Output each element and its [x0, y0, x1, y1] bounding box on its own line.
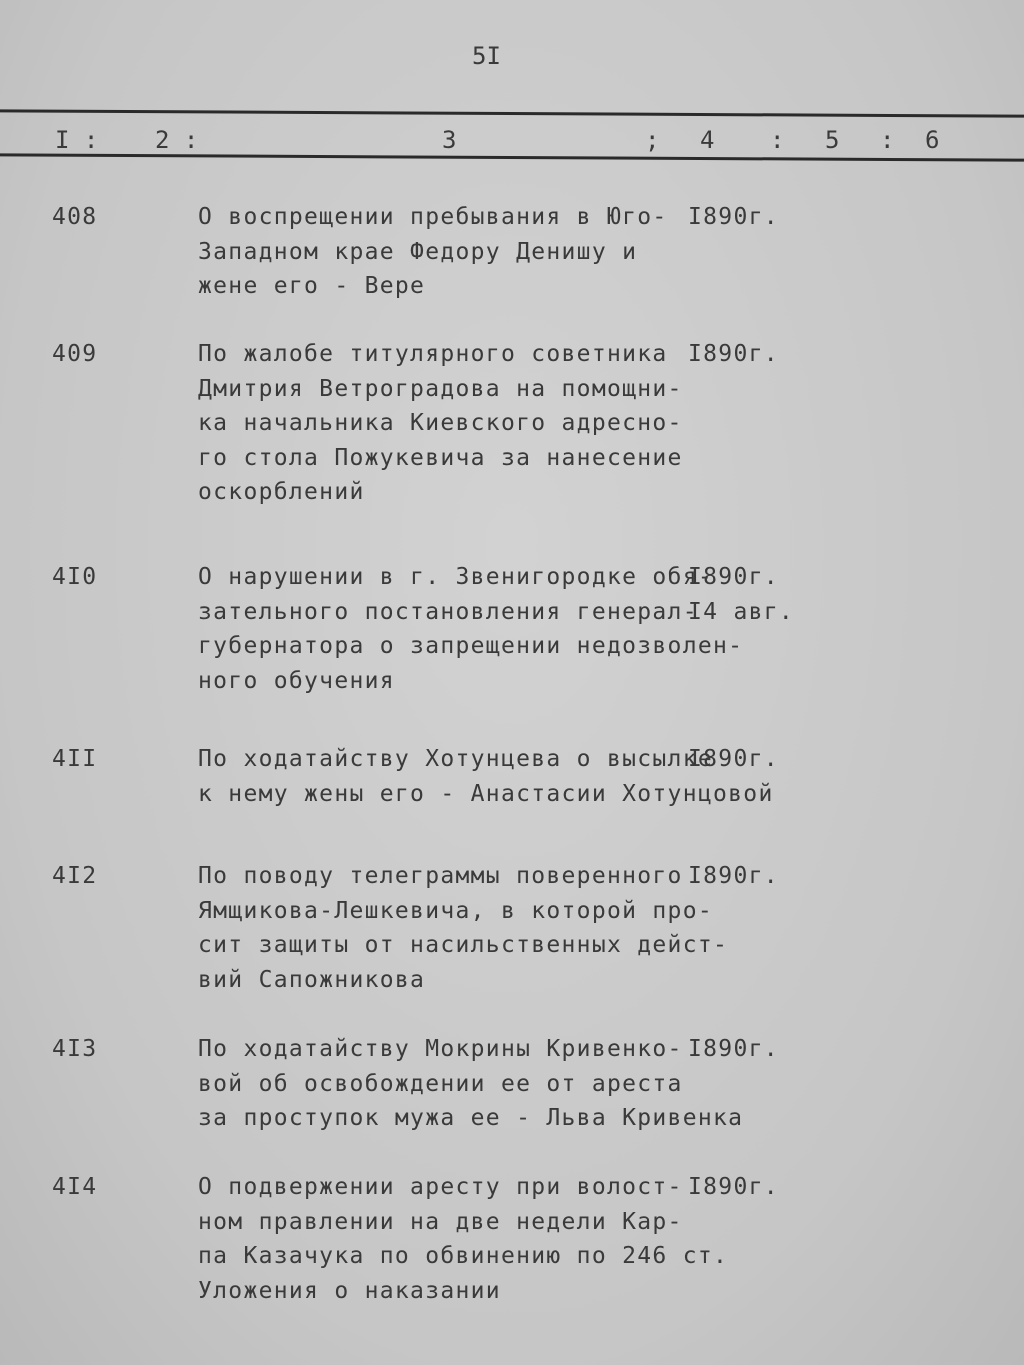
record-title-line: за проступок мужа ее - Льва Кривенка [198, 1105, 744, 1131]
record-title-line: зательного постановления генерал- [198, 598, 698, 625]
record-date-line: I890г. [688, 863, 779, 889]
record-title-line: вий Сапожникова [198, 966, 426, 993]
record-title-line: ного обучения [198, 667, 395, 694]
record-number: 4I4 [52, 1174, 98, 1200]
record-number: 4I3 [52, 1036, 98, 1062]
column-separator: ; [645, 126, 660, 154]
record-date [688, 337, 779, 372]
record-title [198, 560, 743, 698]
record-title [198, 1032, 743, 1136]
record-number: 409 [52, 341, 98, 367]
record-date [688, 560, 794, 629]
column-separator: : [880, 126, 895, 154]
record-date [688, 1032, 779, 1067]
record-title-line: ка начальника Киевского адресно- [198, 410, 683, 436]
column-header-4: 4 [700, 126, 715, 154]
record-title-line: О нарушении в г. Звенигородке обя- [198, 564, 714, 590]
record-date [688, 1170, 779, 1205]
column-separator: : [770, 126, 785, 154]
record-date-line: I890г. [688, 1036, 779, 1062]
record-title-line: губернатора о запрещении недозволен- [198, 633, 744, 659]
record-date-line: I890г. [688, 204, 779, 230]
record-date [688, 742, 779, 777]
column-header-5: 5 [825, 126, 840, 154]
record-date-line: I4 авг. [688, 598, 795, 625]
column-header-2: 2 : [155, 126, 199, 154]
header-top-rule [0, 109, 1024, 117]
record-title [198, 859, 728, 997]
record-title-line: сит защиты от насильственных дейст- [198, 932, 729, 958]
record-date [688, 859, 779, 894]
record-title-line: ном правлении на две недели Кар- [198, 1208, 683, 1235]
record-title-line: оскорблений [198, 479, 365, 505]
page-number: 5I [472, 42, 501, 70]
record-date-line: I890г. [688, 1174, 779, 1200]
record-title-line: О воспрещении пребывания в Юго- [198, 204, 668, 230]
column-header-1: I : [55, 126, 99, 154]
record-title-line: го стола Пожукевича за нанесение [198, 444, 683, 471]
record-date-line: I890г. [688, 564, 779, 590]
record-title [198, 200, 668, 304]
record-title-line: вой об освобождении ее от ареста [198, 1070, 683, 1097]
record-title-line: Дмитрия Ветроградова на помощни- [198, 375, 683, 402]
record-number: 4I2 [52, 863, 98, 889]
record-number: 408 [52, 204, 98, 230]
record-date [688, 200, 779, 235]
record-title-line: По ходатайству Мокрины Кривенко- [198, 1036, 683, 1062]
record-title-line: Уложения о наказании [198, 1277, 501, 1304]
record-title-line: О подвержении аресту при волост- [198, 1174, 683, 1200]
column-header-3: 3 [442, 126, 457, 154]
record-title-line: Ямщикова-Лешкевича, в которой про- [198, 897, 714, 924]
record-title-line: По поводу телеграммы поверенного [198, 863, 683, 889]
record-title [198, 1170, 728, 1308]
record-title-line: к нему жены его - Анастасии Хотунцовой [198, 780, 774, 807]
record-title [198, 337, 683, 510]
column-header-6: 6 [925, 126, 940, 154]
record-title-line: Западном крае Федору Денишу и [198, 238, 638, 265]
record-title-line: па Казачука по обвинению по 246 ст. [198, 1243, 729, 1269]
record-title-line: По ходатайству Хотунцева о высылке [198, 746, 714, 772]
record-title-line: По жалобе титулярного советника [198, 341, 668, 367]
header-bottom-rule [0, 153, 1024, 161]
record-number: 4II [52, 746, 98, 772]
record-date-line: I890г. [688, 746, 779, 772]
record-title-line: жене его - Вере [198, 273, 426, 299]
record-date-line: I890г. [688, 341, 779, 367]
record-number: 4I0 [52, 564, 98, 590]
